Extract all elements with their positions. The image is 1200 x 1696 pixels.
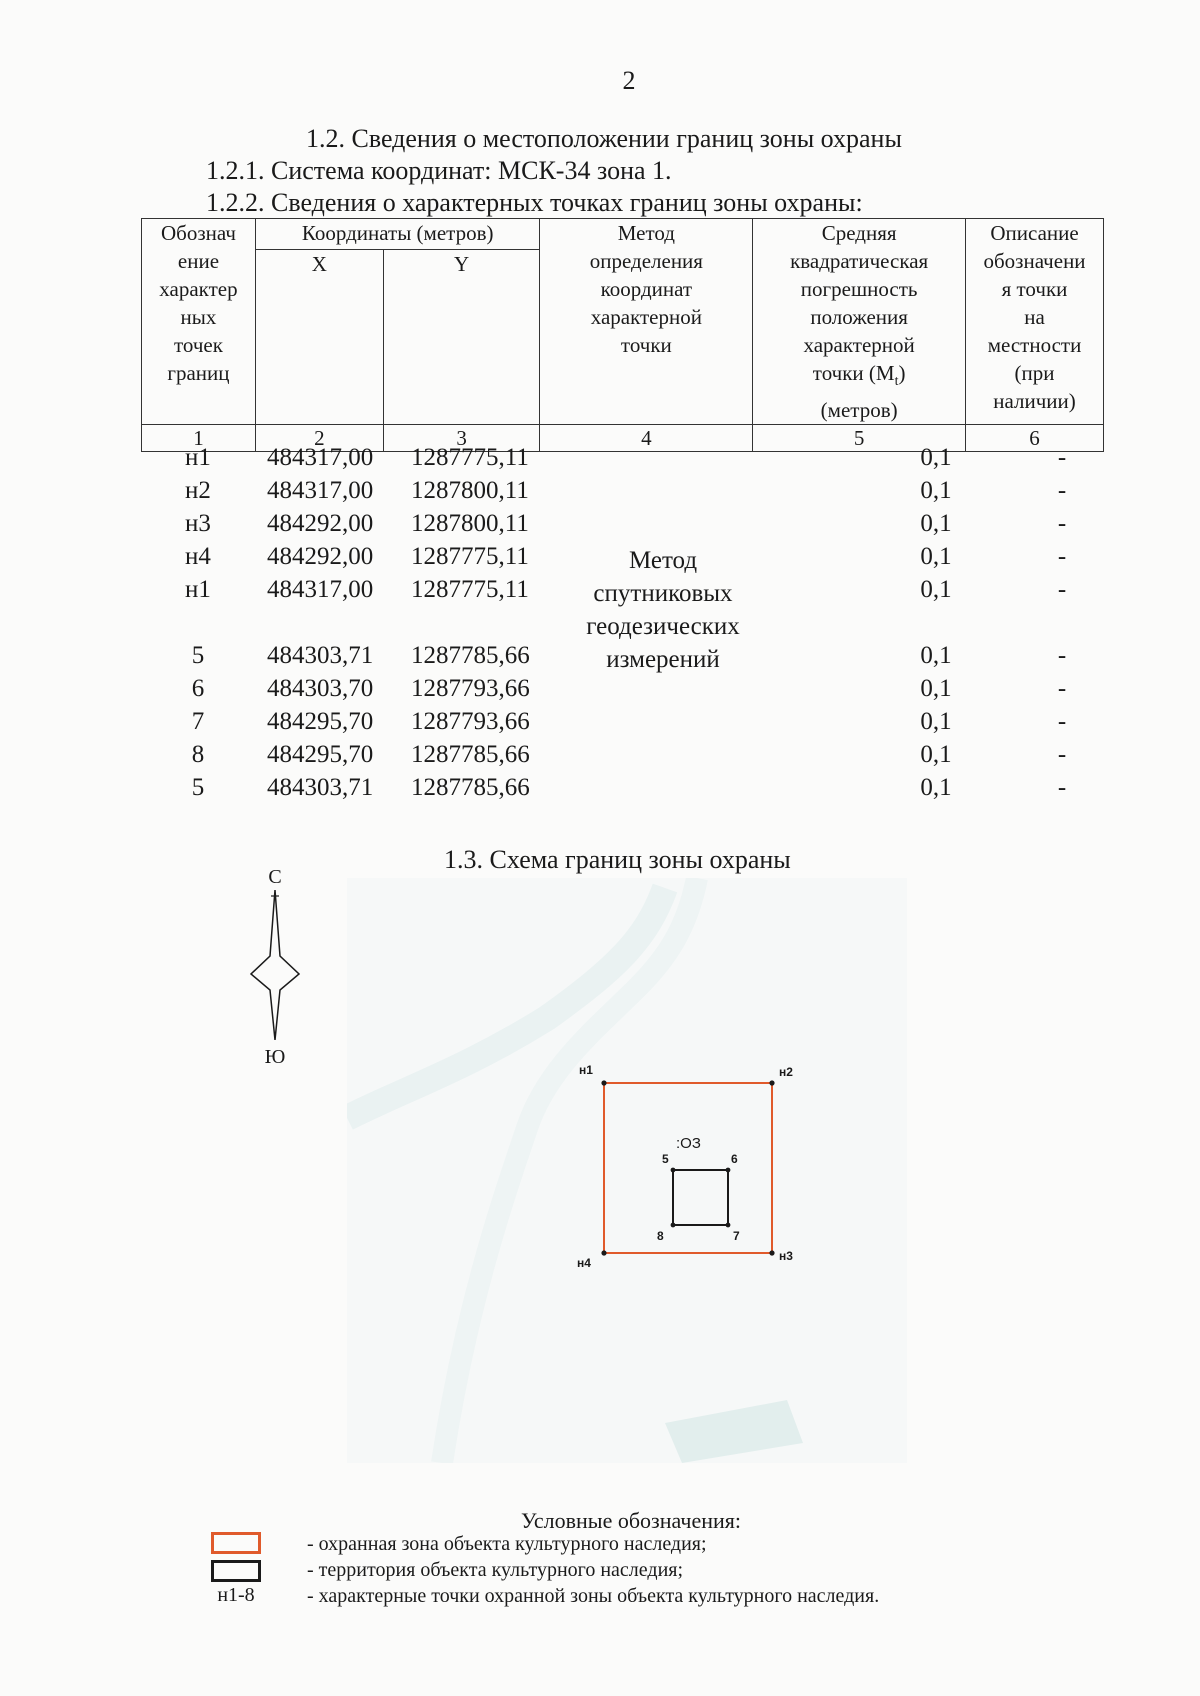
y-coordinate: 1287775,11 (411, 576, 529, 603)
column-number: 5 (753, 425, 966, 452)
table-row (141, 774, 1104, 807)
point-description: - (1057, 444, 1067, 471)
mean-error: 0,1 (920, 576, 952, 603)
column-number: 4 (540, 425, 753, 452)
y-coordinate: 1287785,66 (411, 741, 530, 768)
legend-title: Условные обозначения: (520, 1508, 742, 1533)
mean-error: 0,1 (920, 642, 952, 669)
y-coordinate: 1287775,11 (411, 444, 529, 471)
compass-star-icon (250, 890, 300, 1040)
legend-points-symbol: н1-8 (217, 1584, 255, 1606)
south-label: Ю (264, 1046, 286, 1068)
x-coordinate: 484303,70 (267, 675, 374, 702)
point-label: н2 (779, 1065, 793, 1079)
header-method: Метод определения координат характерной точки (540, 219, 753, 425)
point-id: 5 (191, 774, 205, 801)
legend-item: - территория объекта культурного наследия; (307, 1559, 684, 1581)
y-coordinate: 1287800,11 (411, 477, 529, 504)
point-id: н2 (185, 477, 211, 504)
point-description: - (1057, 708, 1067, 735)
point-description: - (1057, 543, 1067, 570)
x-coordinate: 484317,00 (267, 477, 374, 504)
boundary-scheme-map (347, 878, 907, 1463)
mean-error: 0,1 (920, 708, 952, 735)
zone-label: :ОЗ (676, 1135, 701, 1152)
compass (250, 866, 300, 1076)
point-description: - (1057, 477, 1067, 504)
x-coordinate: 484303,71 (267, 774, 374, 801)
mean-error: 0,1 (920, 444, 952, 471)
point-id: 7 (191, 708, 205, 735)
header-x: X (255, 249, 383, 425)
x-coordinate: 484317,00 (267, 576, 374, 603)
column-number: 6 (966, 425, 1104, 452)
header-y: Y (383, 249, 540, 425)
column-number: 1 (142, 425, 256, 452)
point-description: - (1057, 642, 1067, 669)
point-description: - (1057, 576, 1067, 603)
x-coordinate: 484292,00 (267, 510, 374, 537)
header-mean-error: Средняя квадратическая погрешность положения характерной точки $(M_t)$ (метров) (753, 219, 966, 425)
method-cell: Метод спутниковых геодезических измерений (586, 547, 740, 673)
point-label: н1 (579, 1063, 593, 1077)
point-label: н4 (577, 1256, 591, 1270)
table-row (141, 675, 1104, 708)
table-row (141, 708, 1104, 741)
y-coordinate: 1287775,11 (411, 543, 529, 570)
point-id: 8 (191, 741, 205, 768)
section-title-boundaries: 1.2. Сведения о местоположении границ зоны охраны (306, 124, 902, 153)
point-id: 5 (191, 642, 205, 669)
point-id: н4 (185, 543, 211, 570)
point-label: 8 (657, 1229, 664, 1243)
page-number: 2 (622, 66, 636, 95)
table-row (141, 741, 1104, 774)
point-description: - (1057, 741, 1067, 768)
legend-item: - характерные точки охранной зоны объекта культурного наследия. (307, 1585, 880, 1607)
legend-item: - охранная зона объекта культурного наследия; (307, 1533, 707, 1555)
north-label: С (268, 866, 282, 888)
point-label: 5 (662, 1152, 669, 1166)
boundary-point (769, 1080, 774, 1085)
points-title: 1.2.2. Сведения о характерных точках границ зоны охраны: (206, 188, 863, 217)
point-id: н1 (185, 444, 211, 471)
mean-error: 0,1 (920, 741, 952, 768)
mean-error: 0,1 (920, 774, 952, 801)
mean-error: 0,1 (920, 510, 952, 537)
table-row (141, 477, 1104, 510)
x-coordinate: 484292,00 (267, 543, 374, 570)
legend-territory-swatch (211, 1560, 261, 1582)
point-id: н3 (185, 510, 211, 537)
scheme-title: 1.3. Схема границ зоны охраны (444, 845, 791, 874)
boundary-point (726, 1223, 731, 1228)
y-coordinate: 1287785,66 (411, 774, 530, 801)
boundary-point (671, 1168, 676, 1173)
point-id: 6 (191, 675, 205, 702)
x-coordinate: 484317,00 (267, 444, 374, 471)
y-coordinate: 1287785,66 (411, 642, 530, 669)
point-id: н1 (185, 576, 211, 603)
x-coordinate: 484295,70 (267, 741, 374, 768)
table-row (141, 510, 1104, 543)
header-coordinates: Координаты (метров) (255, 219, 540, 250)
column-number: 2 (255, 425, 383, 452)
legend-zone-swatch (211, 1532, 261, 1554)
y-coordinate: 1287793,66 (411, 708, 530, 735)
point-label: 7 (733, 1229, 740, 1243)
y-coordinate: 1287800,11 (411, 510, 529, 537)
boundary-point (726, 1168, 731, 1173)
table-row (141, 444, 1104, 477)
coordinate-system-line: 1.2.1. Система координат: МСК-34 зона 1. (206, 156, 672, 185)
column-number: 3 (383, 425, 540, 452)
point-label: 6 (731, 1152, 738, 1166)
point-description: - (1057, 675, 1067, 702)
y-coordinate: 1287793,66 (411, 675, 530, 702)
header-point-designation: Обознач ение характер ных точек границ (142, 219, 256, 425)
boundary-point (601, 1250, 606, 1255)
point-label: н3 (779, 1249, 793, 1263)
mean-error: 0,1 (920, 543, 952, 570)
point-description: - (1057, 510, 1067, 537)
coordinates-table-header (141, 218, 1104, 452)
boundary-point (601, 1080, 606, 1085)
header-description: Описание обозначени я точки на местности (при наличии) (966, 219, 1104, 425)
boundary-point (671, 1223, 676, 1228)
mean-error: 0,1 (920, 477, 952, 504)
point-description: - (1057, 774, 1067, 801)
x-coordinate: 484295,70 (267, 708, 374, 735)
x-coordinate: 484303,71 (267, 642, 374, 669)
boundary-point (769, 1250, 774, 1255)
mean-error: 0,1 (920, 675, 952, 702)
